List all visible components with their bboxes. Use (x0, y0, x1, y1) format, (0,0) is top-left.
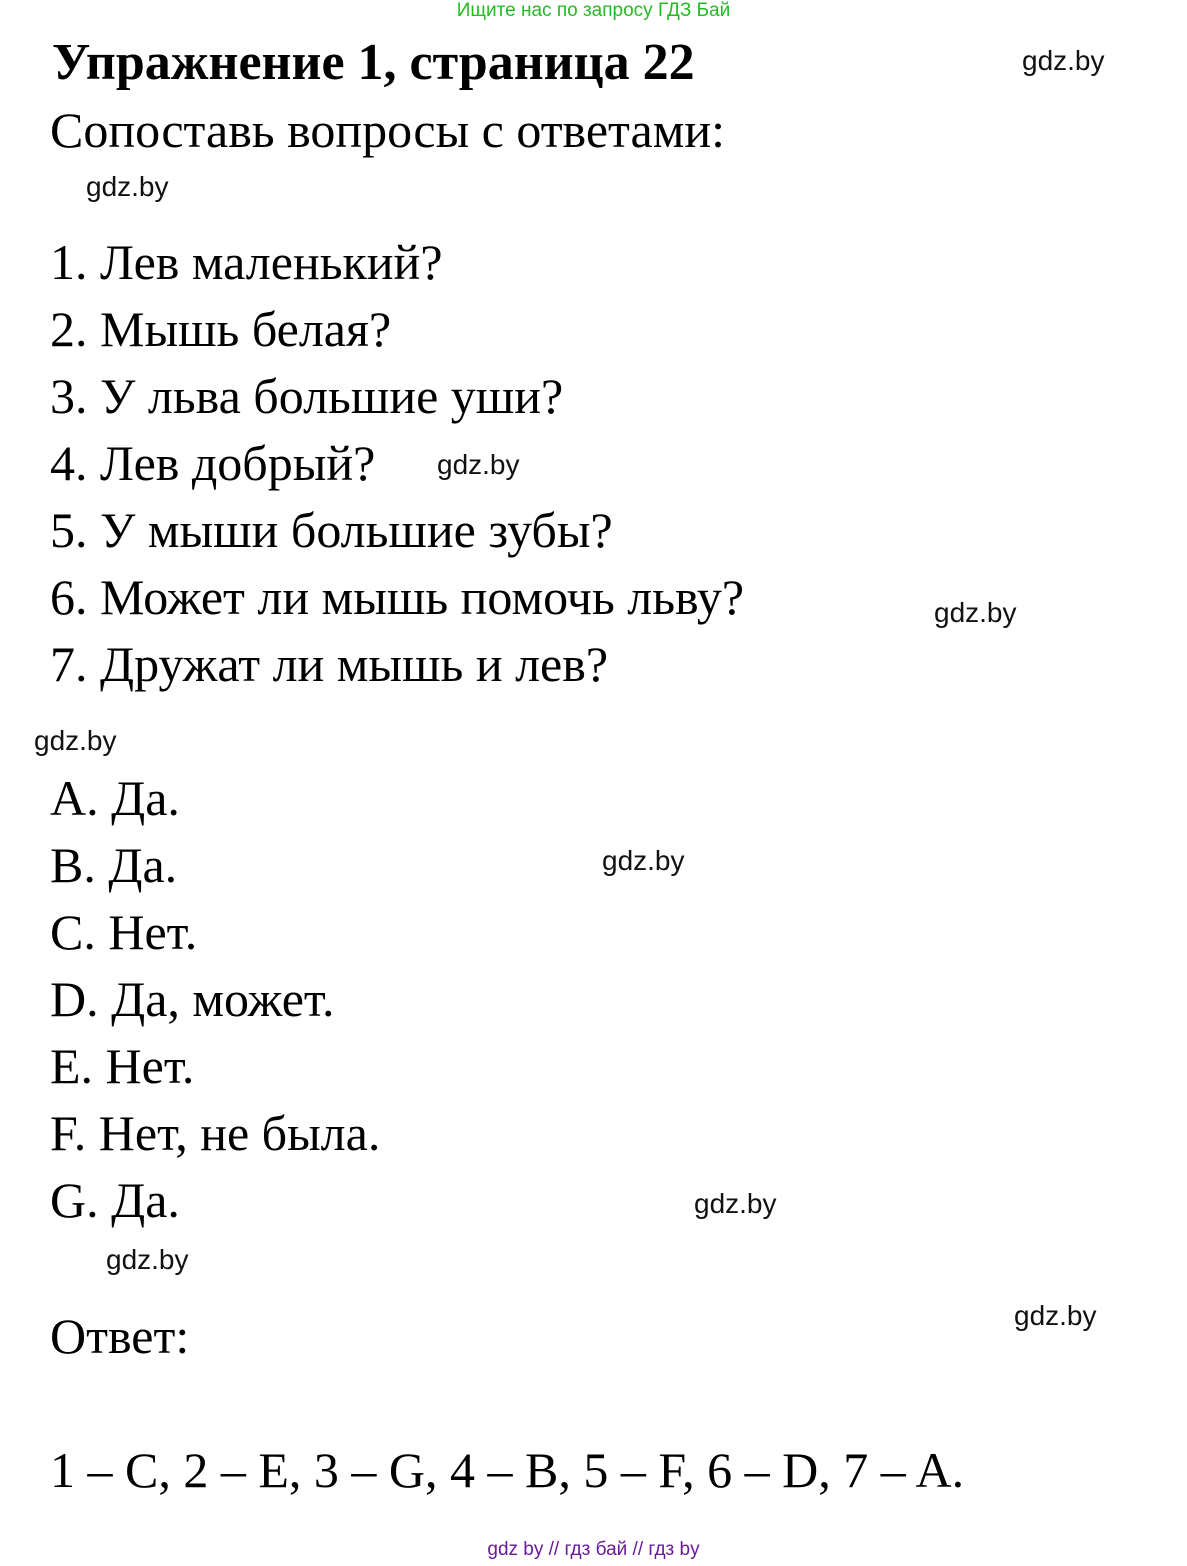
answer-option: G. Да. (50, 1172, 180, 1228)
question-item: 2. Мышь белая? (50, 301, 392, 357)
question-item: 5. У мыши большие зубы? (50, 502, 613, 558)
answer-label: Ответ: (50, 1308, 190, 1364)
page-title: Упражнение 1, страница 22 (52, 34, 695, 91)
watermark: gdz.by (1022, 45, 1105, 76)
answer-option: B. Да. (50, 837, 178, 893)
footer-links[interactable]: gdz by // гдз бай // гдз by (487, 1539, 700, 1560)
question-item: 6. Может ли мышь помочь льву? (50, 569, 745, 625)
watermark: gdz.by (106, 1244, 189, 1275)
answer-option: E. Нет. (50, 1038, 195, 1094)
question-item: 7. Дружат ли мышь и лев? (50, 636, 609, 692)
answer-option: D. Да, может. (50, 971, 335, 1027)
answer-text: 1 – C, 2 – E, 3 – G, 4 – B, 5 – F, 6 – D, 7 – A. (50, 1442, 965, 1498)
watermark: gdz.by (86, 171, 169, 202)
answer-option: F. Нет, не была. (50, 1105, 381, 1161)
top-search-link[interactable]: Ищите нас по запросу ГДЗ Бай (456, 0, 731, 21)
watermark: gdz.by (602, 845, 685, 876)
watermark: gdz.by (1014, 1300, 1097, 1331)
watermark: gdz.by (934, 597, 1017, 628)
watermark: gdz.by (437, 449, 520, 480)
watermark: gdz.by (34, 725, 117, 756)
watermark: gdz.by (694, 1188, 777, 1219)
question-item: 1. Лев маленький? (50, 234, 443, 290)
instruction-text: Сопоставь вопросы с ответами: (50, 102, 725, 158)
question-item: 4. Лев добрый? (50, 435, 376, 491)
answer-option: A. Да. (50, 770, 180, 826)
answer-option: C. Нет. (50, 904, 198, 960)
question-item: 3. У льва большие уши? (50, 368, 564, 424)
